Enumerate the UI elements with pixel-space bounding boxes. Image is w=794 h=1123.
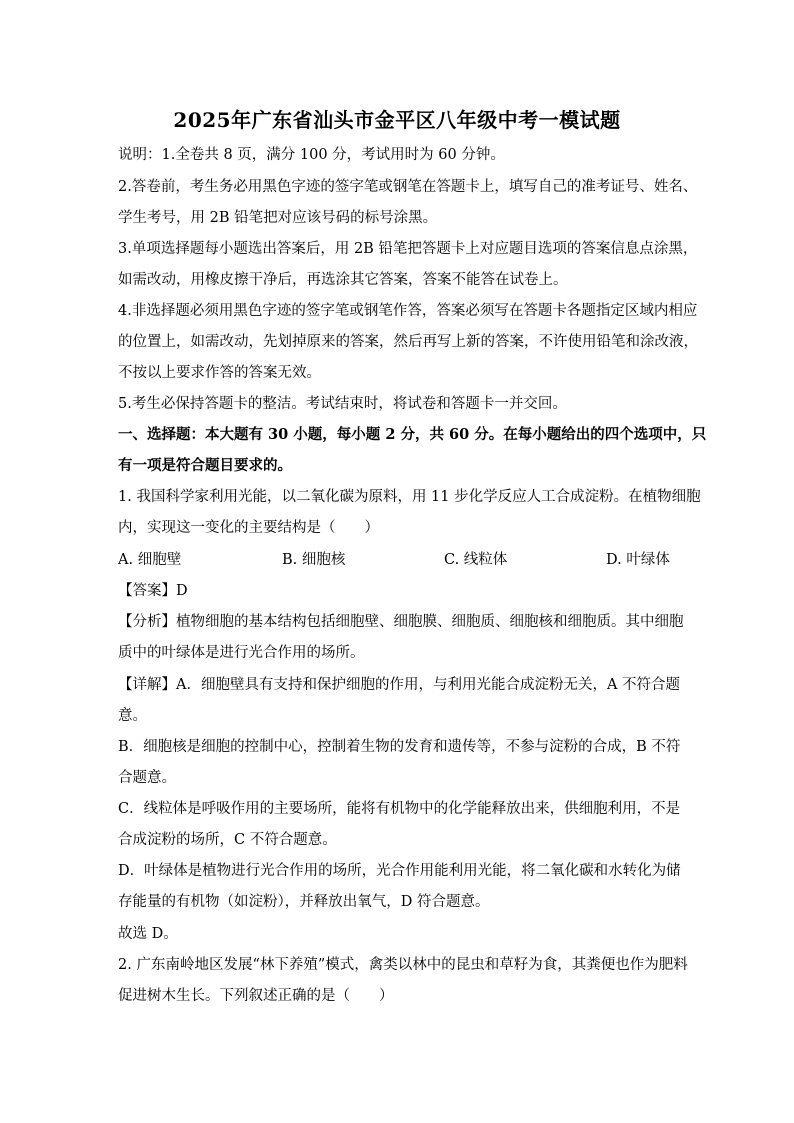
option-a: A. 细胞壁 bbox=[118, 552, 182, 568]
analysis-line: 【分析】植物细胞的基本结构包括细胞壁、细胞膜、细胞质、细胞核和细胞质。其中细胞 bbox=[118, 614, 684, 630]
instruction-line: 如需改动，用橡皮擦干净后，再选涂其它答案，答案不能答在试卷上。 bbox=[118, 272, 568, 288]
instruction-line: 不按以上要求作答的答案无效。 bbox=[118, 365, 321, 381]
detail-line: 【详解】A．细胞壁具有支持和保护细胞的作用，与利用光能合成淀粉无关，A 不符合题 bbox=[118, 677, 681, 693]
detail-line: B．细胞核是细胞的控制中心，控制着生物的发育和遗传等，不参与淀粉的合成，B 不符 bbox=[118, 739, 681, 755]
analysis-line: 质中的叶绿体是进行光合作用的场所。 bbox=[118, 645, 365, 661]
section-heading: 一、选择题：本大题有 30 小题，每小题 2 分，共 60 分。在每小题给出的四个选项中，只 bbox=[118, 426, 707, 443]
detail-line: 合题意。 bbox=[118, 770, 176, 786]
option-b: B. 细胞核 bbox=[282, 552, 346, 568]
detail-line: 存能量的有机物（如淀粉），并释放出氧气，D 符合题意。 bbox=[118, 894, 490, 910]
page-title: 2025年广东省汕头市金平区八年级中考一模试题 bbox=[173, 108, 621, 132]
instruction-line: 说明：1.全卷共 8 页，满分 100 分，考试用时为 60 分钟。 bbox=[118, 147, 505, 163]
instruction-line: 2.答卷前，考生务必用黑色字迹的签字笔或钢笔在答题卡上，填写自己的准考证号、姓名、 bbox=[118, 179, 698, 195]
question-stem: 1. 我国科学家利用光能，以二氧化碳为原料，用 11 步化学反应人工合成淀粉。在植物细胞 bbox=[118, 489, 701, 505]
detail-line: D．叶绿体是植物进行光合作用的场所，光合作用能利用光能，将二氧化碳和水转化为储 bbox=[118, 863, 681, 879]
question-stem: 内，实现这一变化的主要结构是（ ） bbox=[118, 520, 379, 536]
detail-line: 故选 D。 bbox=[118, 926, 178, 942]
option-c: C. 线粒体 bbox=[444, 552, 508, 568]
instruction-line: 学生考号，用 2B 铅笔把对应该号码的标号涂黑。 bbox=[118, 210, 438, 226]
question-stem: 促进树木生长。下列叙述正确的是（ ） bbox=[118, 988, 394, 1004]
instruction-line: 的位置上，如需改动，先划掉原来的答案，然后再写上新的答案，不许使用铅笔和涂改液， bbox=[118, 334, 698, 350]
instruction-line: 4.非选择题必须用黑色字迹的签字笔或钢笔作答，答案必须写在答题卡各题指定区域内相应 bbox=[118, 303, 698, 319]
instruction-line: 3.单项选择题每小题选出答案后，用 2B 铅笔把答题卡上对应题目选项的答案信息点涂黑， bbox=[118, 241, 698, 257]
detail-line: 意。 bbox=[118, 708, 147, 724]
detail-line: 合成淀粉的场所，C 不符合题意。 bbox=[118, 832, 337, 848]
instruction-line: 5.考生必保持答题卡的整洁。考试结束时，将试卷和答题卡一并交回。 bbox=[118, 396, 567, 412]
section-heading: 有一项是符合题目要求的。 bbox=[118, 457, 292, 474]
answer-line: 【答案】D bbox=[118, 583, 188, 599]
detail-line: C．线粒体是呼吸作用的主要场所，能将有机物中的化学能释放出来，供细胞利用，不是 bbox=[118, 801, 681, 817]
option-d: D. 叶绿体 bbox=[606, 552, 670, 568]
question-stem: 2. 广东南岭地区发展“林下养殖”模式，禽类以林中的昆虫和草籽为食，其粪便也作为肥料 bbox=[118, 957, 688, 973]
